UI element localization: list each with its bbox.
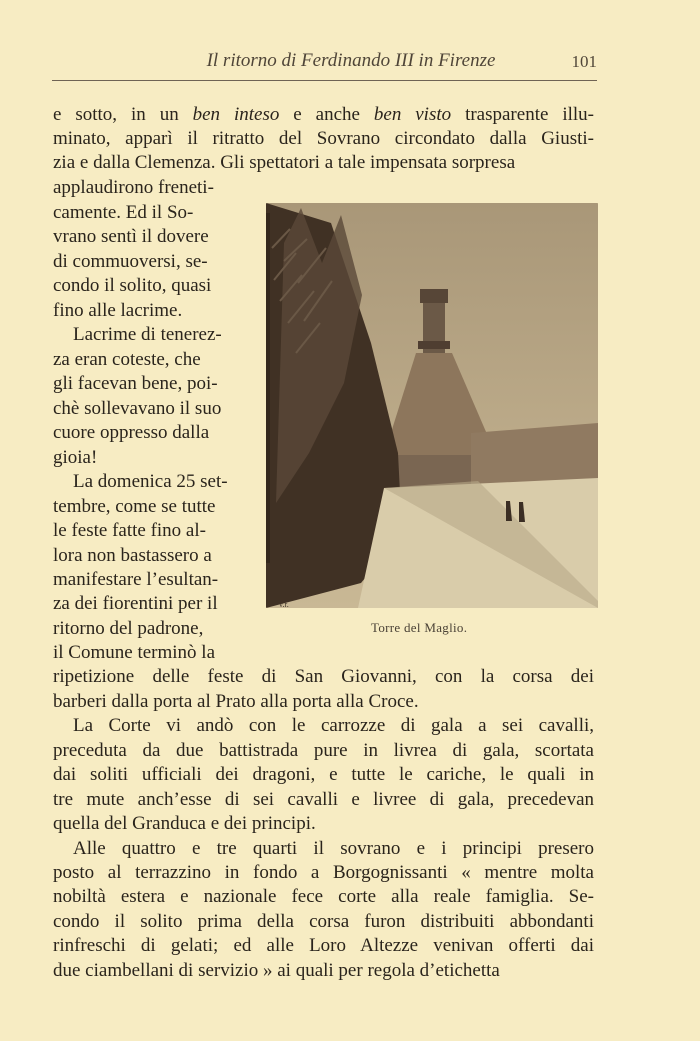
- text-line: [53, 322, 243, 347]
- text-run: preceduta da due battistrada pure in livrea di gala, scortata: [53, 740, 594, 761]
- text-run: vrano sentì il dovere: [53, 226, 209, 247]
- text-line: [53, 469, 243, 494]
- page-number: 101: [571, 52, 597, 71]
- text-run: manifestare l’esultan-: [53, 569, 219, 590]
- text-run: camente. Ed il So-: [53, 202, 194, 223]
- text-line: [53, 126, 594, 151]
- text-line: [53, 420, 243, 445]
- text-line: [53, 811, 594, 836]
- text-line: [53, 762, 594, 787]
- text-run: La domenica 25 set-: [73, 471, 228, 492]
- figure-caption: Torre del Maglio.: [371, 620, 468, 635]
- text-line: [53, 273, 243, 298]
- text-run: tre mute anch’esse di sei cavalli e livree di gala, precedevan: [53, 789, 594, 810]
- text-line: [53, 884, 594, 909]
- text-line: [53, 150, 594, 175]
- text-run: za dei fiorentini per il: [53, 593, 218, 614]
- text-run: La Corte vi andò con le carrozze di gala a sei cavalli,: [73, 715, 594, 736]
- text-run: cuore oppresso dalla: [53, 422, 210, 443]
- text-run: tembre, come se tutte: [53, 496, 216, 517]
- text-run: lora non bastassero a: [53, 545, 212, 566]
- text-line: [53, 738, 594, 763]
- text-run: e sotto, in un: [53, 104, 193, 125]
- text-run: barberi dalla porta al Prato alla porta alla Croce.: [53, 691, 419, 712]
- text-line: [53, 396, 243, 421]
- text-line: [53, 543, 243, 568]
- text-run: Lacrime di tenerez-: [73, 324, 222, 345]
- text-run: dai soliti ufficiali dei dragoni, e tutte le cariche, le quali in: [53, 764, 594, 785]
- text-run: condo il solito prima della corsa furon distribuiti abbondanti: [53, 911, 594, 932]
- text-run: posto al terrazzino in fondo a Borgognissanti « mentre molta: [53, 862, 594, 883]
- text-run: applaudirono freneti-: [53, 177, 214, 198]
- text-run: e anche: [279, 104, 374, 125]
- text-run: Alle quattro e tre quarti il sovrano e i principi presero: [73, 838, 594, 859]
- page-header: [52, 50, 597, 81]
- text-run: ripetizione delle feste di San Giovanni, con la corsa dei: [53, 666, 594, 687]
- text-line: [53, 664, 594, 689]
- text-line: [53, 371, 243, 396]
- text-run: rinfreschi di gelati; ed alle Loro Altezze venivan offerti dai: [53, 935, 594, 956]
- text-line: [53, 909, 594, 934]
- text-run: zia e dalla Clemenza. Gli spettatori a tale impensata sorpresa: [53, 152, 516, 173]
- text-run: gli facevan bene, poi-: [53, 373, 218, 394]
- text-run: minato, apparì il ritratto del Sovrano circondato dalla Giusti-: [53, 128, 594, 149]
- text-line: [53, 933, 594, 958]
- text-line: [53, 102, 594, 127]
- text-line: [53, 347, 243, 372]
- text-run: trasparente illu-: [451, 104, 594, 125]
- text-run: quella del Granduca e dei principi.: [53, 813, 316, 834]
- text-line: [53, 567, 243, 592]
- text-run: di commuoversi, se-: [53, 251, 208, 272]
- running-title: Il ritorno di Ferdinando III in Firenze: [206, 50, 496, 71]
- text-line: [53, 249, 243, 274]
- text-run: condo il solito, quasi: [53, 275, 212, 296]
- text-run: le feste fatte fino al-: [53, 520, 206, 541]
- text-line: [53, 958, 594, 983]
- text-line: [53, 616, 243, 641]
- text-line: [53, 175, 243, 200]
- figure-signature: v.r.: [279, 600, 289, 609]
- text-line: [53, 494, 243, 519]
- text-line: [53, 518, 243, 543]
- text-line: [53, 640, 243, 665]
- text-line: [53, 860, 594, 885]
- text-run: za eran coteste, che: [53, 349, 201, 370]
- text-run: chè sollevavano il suo: [53, 398, 222, 419]
- text-run: ritorno del padrone,: [53, 618, 204, 639]
- text-run: nobiltà estera e nazionale fece corte alla reale famiglia. Se-: [53, 886, 594, 907]
- text-line: [53, 200, 243, 225]
- text-line: [53, 713, 594, 738]
- tower-photo: [266, 203, 598, 608]
- italic-phrase: ben visto: [373, 104, 452, 125]
- text-line: [53, 224, 243, 249]
- text-run: due ciambellani di servizio » ai quali per regola d’etichetta: [53, 960, 500, 981]
- text-line: [53, 689, 594, 714]
- text-line: [53, 591, 243, 616]
- italic-phrase: ben inteso: [192, 104, 280, 125]
- text-run: fino alle lacrime.: [53, 300, 183, 321]
- text-line: [53, 298, 243, 323]
- text-line: [53, 445, 243, 470]
- text-line: [53, 787, 594, 812]
- text-run: gioia!: [53, 447, 98, 468]
- tower-illustration: [266, 203, 598, 608]
- text-run: il Comune terminò la: [53, 642, 216, 663]
- text-line: [53, 836, 594, 861]
